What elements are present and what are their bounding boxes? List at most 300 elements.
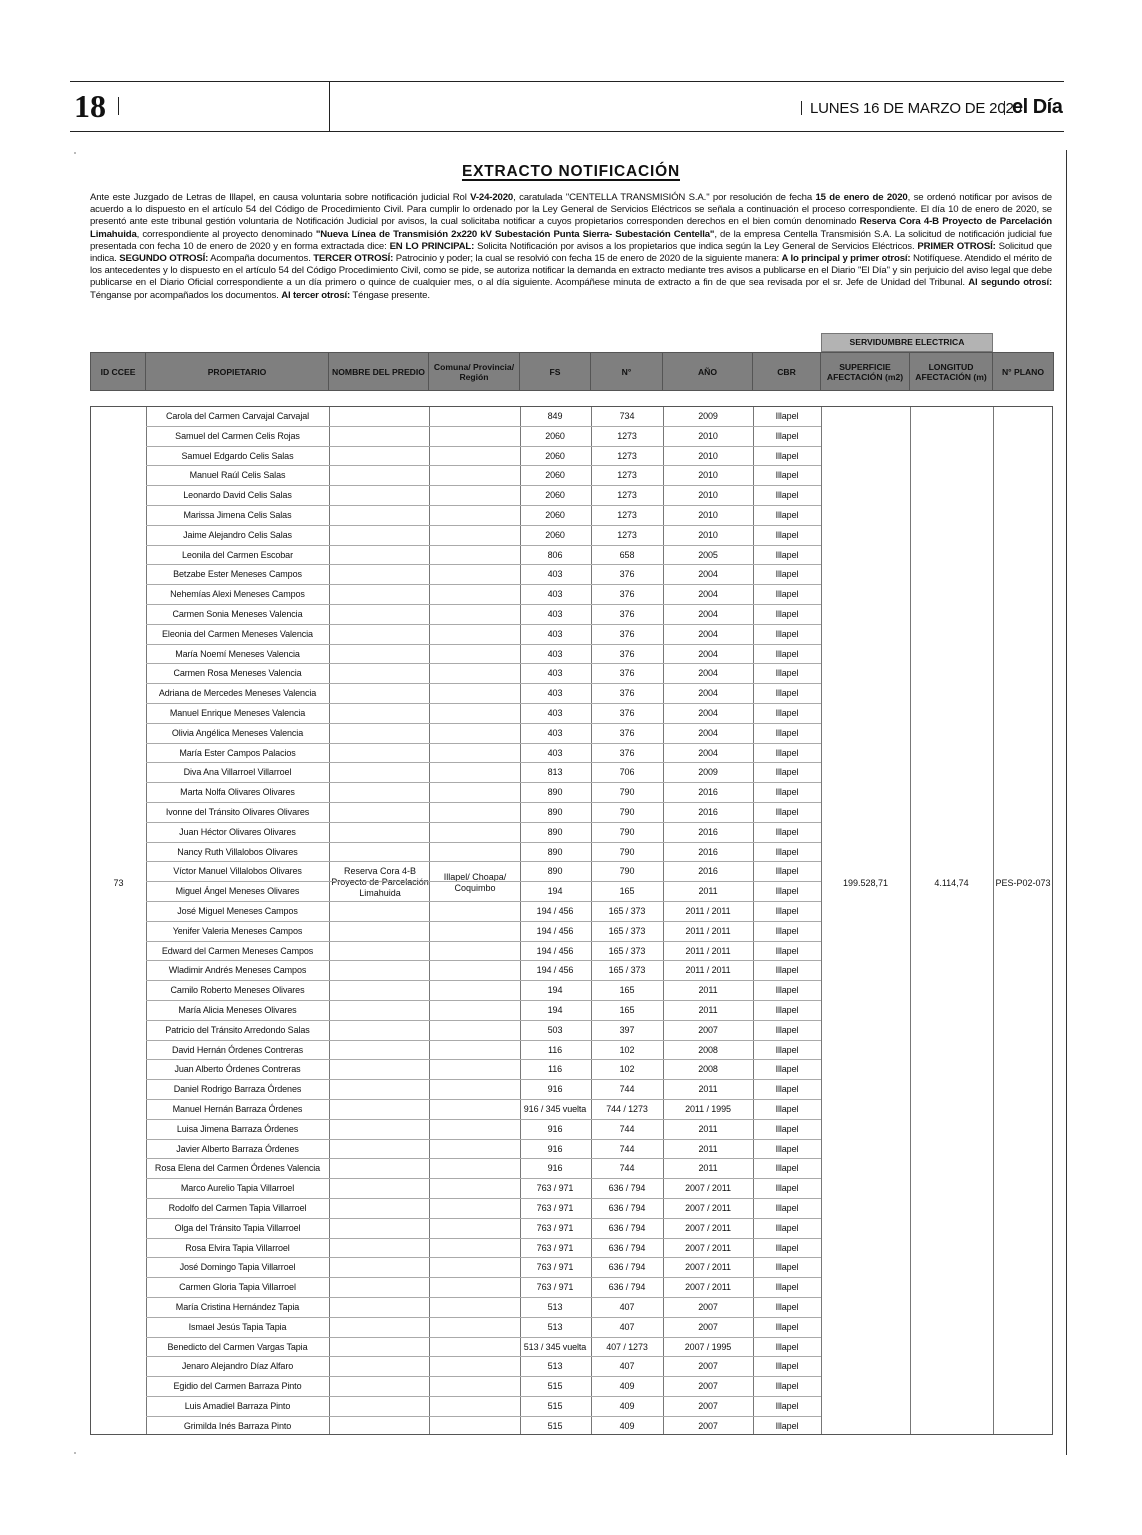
ano-cell: 2007 / 2011: [685, 1242, 731, 1253]
cbr-cell: Illapel: [775, 708, 799, 718]
cbr-cell: Illapel: [775, 767, 799, 778]
cbr-cell: Illapel: [775, 1163, 799, 1174]
fs-cell: 890: [547, 846, 563, 857]
issue-date: LUNES 16 DE MARZO DE 2020: [810, 100, 1022, 117]
table-row: [146, 684, 821, 704]
id-ccee-cell: 73: [113, 878, 124, 888]
propietario-cell: Carmen Gloria Tapia Villarroel: [179, 1282, 296, 1293]
comuna-cell: Illapel/ Choapa/ Coquimbo: [443, 872, 507, 893]
header-tick: [801, 101, 802, 115]
table-row: [146, 862, 821, 882]
numero-cell: 1273: [617, 450, 637, 461]
cbr-cell: Illapel: [775, 826, 799, 837]
fs-cell: 503: [547, 1024, 563, 1035]
cbr-cell: Illapel: [775, 747, 799, 758]
table-row: [146, 1120, 821, 1140]
ano-cell: 2016: [698, 846, 718, 857]
column-header: AÑO: [663, 353, 753, 390]
fs-cell: 116: [547, 1064, 563, 1075]
fs-cell: 194 / 456: [536, 906, 574, 916]
ano-cell: 2004: [698, 668, 718, 679]
numero-cell: 636 / 794: [608, 1262, 646, 1273]
cbr-cell: Illapel: [775, 1143, 799, 1154]
propietario-cell: Betzabe Ester Meneses Campos: [173, 569, 302, 580]
numero-cell: 376: [619, 668, 635, 679]
table-row: [146, 744, 821, 764]
numero-cell: 102: [619, 1044, 635, 1055]
cbr-cell: Illapel: [775, 1401, 799, 1411]
cbr-cell: Illapel: [775, 648, 799, 659]
table-row: [146, 506, 821, 526]
cbr-cell: Illapel: [775, 470, 799, 481]
table-row: [146, 645, 821, 665]
fs-cell: 2060: [545, 510, 565, 520]
ano-cell: 2011 / 2011: [685, 925, 731, 936]
cbr-cell: Illapel: [775, 569, 799, 580]
propietario-cell: Eleonia del Carmen Meneses Valencia: [162, 628, 313, 639]
cbr-cell: Illapel: [775, 1341, 799, 1352]
numero-cell: 790: [619, 826, 635, 837]
numero-cell: 397: [619, 1024, 635, 1035]
propietario-cell: Carmen Rosa Meneses Valencia: [173, 668, 302, 679]
table-row: [146, 922, 821, 942]
fs-cell: 763 / 971: [536, 1222, 574, 1233]
table-row: [146, 585, 821, 605]
ano-cell: 2004: [698, 569, 718, 580]
numero-cell: 407: [619, 1302, 635, 1312]
notice-body: Ante este Juzgado de Letras de Illapel, en causa voluntaria sobre notificación judicial Rol V-24-2020, caratulada "CENTELLA TRANSMISIÓN S.A." por resolución de fecha 15 de enero de 2020, se ordenó notificar por avisos de acuerdo a lo dispuesto en el artículo 54 del Código de Procedimiento Civil. Para cumplir lo ordenado por la Ley General de Servicios Eléctricos se señala a continuación el proceso correspondiente. El día 10 de enero de 2020, se presentó ante este tribunal gestión voluntaria de Notificación Judicial por avisos, la cual solicitaba notificar a cuyos propietarios corresponden derechos en el bien común denominado Reserva Cora 4-B Proyecto de Parcelación Limahuida, correspondiente al proyecto denominado "Nueva Línea de Transmisión 2x220 kV Subestación Punta Sierra- Subestación Centella", de la empresa Centella Transmisión S.A. La solicitud de notificación judicial fue presentada con fecha 10 de enero de 2020 y en forma extractada dice: EN LO PRINCIPAL: Solicita Notificación por avisos a los propietarios que indica según la Ley General de Servicios Eléctricos. PRIMER OTROSÍ: Solicitud que indica. SEGUNDO OTROSÍ: Acompaña documentos. TERCER OTROSÍ: Patrocinio y poder; la cual se resolvió con fecha 15 de enero de 2020 de la siguiente manera: A lo principal y primer otrosí: Notifíquese. Atendido el mérito de los antecedentes y lo dispuesto en el artículo 54 del Código Procedimiento Civil, como se pide, se autoriza notificar la demanda en extracto mediante tres avisos a publicarse en el Diario "El Día" y sin perjuicio del aviso legal que debe publicarse en el Diario Oficial correspondiente a un día primero o quince de cualquier mes, o al día siguiente. Acompáñese minuta de extracto a fin de que sea revisada por el sr. Jefe de Unidad del Tribunal. Al segundo otrosí: Ténganse por acompañados los documentos. Al tercer otrosí: Téngase presente.: [90, 192, 1053, 301]
fs-cell: 916: [547, 1163, 563, 1174]
ano-cell: 2011 / 2011: [685, 906, 731, 916]
table-row: [146, 1278, 821, 1298]
propietario-cell: Juan Héctor Olivares Olivares: [179, 826, 296, 837]
fs-cell: 806: [547, 549, 563, 560]
numero-cell: 165: [619, 886, 635, 897]
column-header: N°: [591, 353, 663, 390]
numero-cell: 165 / 373: [608, 925, 646, 936]
numero-cell: 409: [619, 1420, 635, 1431]
cbr-cell: Illapel: [775, 787, 799, 798]
cbr-cell: Illapel: [775, 906, 799, 916]
crop-mark: [74, 1452, 76, 1454]
predio-cell: Reserva Cora 4-B Proyecto de Parcelación Limahuida: [331, 866, 429, 898]
table-row: [146, 565, 821, 585]
table-row: [146, 704, 821, 724]
ano-cell: 2011: [698, 1143, 718, 1154]
fs-cell: 116: [547, 1044, 563, 1055]
table-row: [146, 664, 821, 684]
column-header: ID CCEE: [91, 353, 146, 390]
fs-cell: 403: [547, 609, 563, 619]
ano-cell: 2004: [698, 727, 718, 738]
table-row: [146, 625, 821, 645]
ano-cell: 2007 / 2011: [685, 1282, 731, 1293]
propietario-cell: Miguel Ángel Meneses Olivares: [175, 886, 300, 897]
fs-cell: 403: [547, 727, 563, 738]
propietario-cell: Samuel del Carmen Celis Rojas: [175, 430, 300, 441]
ano-cell: 2009: [698, 411, 718, 421]
cbr-cell: Illapel: [775, 450, 799, 461]
cbr-cell: Illapel: [775, 727, 799, 738]
numero-cell: 744: [619, 1163, 635, 1174]
table-row: [146, 605, 821, 625]
table-row: [146, 1199, 821, 1219]
propietario-cell: María Ester Campos Palacios: [179, 747, 296, 758]
propietario-cell: José Miguel Meneses Campos: [177, 906, 298, 916]
numero-cell: 744: [619, 1123, 635, 1134]
cbr-cell: Illapel: [775, 1024, 799, 1035]
fs-cell: 403: [547, 628, 563, 639]
table-row: [146, 1397, 821, 1417]
propietario-cell: Nehemías Alexi Meneses Campos: [170, 589, 305, 600]
propietario-cell: Benedicto del Carmen Vargas Tapia: [167, 1341, 308, 1352]
numero-cell: 376: [619, 648, 635, 659]
header-divider: [329, 82, 330, 132]
numero-cell: 376: [619, 708, 635, 718]
cbr-cell: Illapel: [775, 609, 799, 619]
propietario-cell: Yenifer Valeria Meneses Campos: [172, 925, 303, 936]
numero-cell: 102: [619, 1064, 635, 1075]
propietario-cell: Manuel Raúl Celis Salas: [189, 470, 286, 481]
numero-cell: 744: [619, 1143, 635, 1154]
fs-cell: 890: [547, 807, 563, 817]
table-row: [146, 1159, 821, 1179]
header-tick: [1004, 101, 1005, 115]
table-row: [146, 427, 821, 447]
ano-cell: 2005: [698, 549, 718, 560]
table-row: [146, 1060, 821, 1080]
numero-cell: 706: [619, 767, 635, 778]
ano-cell: 2010: [698, 430, 718, 441]
numero-cell: 1273: [617, 510, 637, 520]
ano-cell: 2004: [698, 747, 718, 758]
numero-cell: 636 / 794: [608, 1203, 646, 1213]
cbr-cell: Illapel: [775, 430, 799, 441]
table-row: [146, 1357, 821, 1377]
cbr-cell: Illapel: [775, 1203, 799, 1213]
table-row: [146, 1258, 821, 1278]
column-rule: [821, 407, 822, 1434]
propietario-cell: Samuel Edgardo Celis Salas: [181, 450, 294, 461]
numero-cell: 409: [619, 1401, 635, 1411]
fs-cell: 813: [547, 767, 563, 778]
propietario-cell: Diva Ana Villarroel Villarroel: [183, 767, 292, 778]
fs-cell: 403: [547, 648, 563, 659]
propietario-cell: Carmen Sonia Meneses Valencia: [172, 609, 303, 619]
table-row: [146, 466, 821, 486]
numero-cell: 407: [619, 1361, 635, 1372]
propietario-cell: María Alicia Meneses Olivares: [178, 1005, 297, 1015]
table-row: [146, 942, 821, 962]
ano-cell: 2010: [698, 529, 718, 540]
ano-cell: 2008: [698, 1044, 718, 1055]
fs-cell: 513: [547, 1361, 563, 1372]
numero-cell: 165: [619, 985, 635, 996]
fs-cell: 763 / 971: [536, 1282, 574, 1293]
fs-cell: 194 / 456: [536, 945, 574, 956]
ano-cell: 2016: [698, 826, 718, 837]
fs-cell: 763 / 971: [536, 1262, 574, 1273]
propietario-cell: Leonardo David Celis Salas: [183, 490, 292, 501]
numero-cell: 1273: [617, 470, 637, 481]
table-row: [146, 526, 821, 546]
page-number: 18: [74, 88, 106, 124]
cbr-cell: Illapel: [775, 925, 799, 936]
fs-cell: 849: [547, 411, 563, 421]
table-body: [90, 406, 1053, 1435]
fs-cell: 403: [547, 688, 563, 699]
page-side-rule: [1066, 150, 1067, 1455]
propietario-cell: Juan Alberto Órdenes Contreras: [174, 1064, 301, 1075]
table-row: [146, 1140, 821, 1160]
numero-cell: 790: [619, 787, 635, 798]
servidumbre-group-header: SERVIDUMBRE ELECTRICA: [821, 333, 993, 352]
column-header: CBR: [753, 353, 821, 390]
ano-cell: 2004: [698, 609, 718, 619]
propietario-cell: Manuel Hernán Barraza Órdenes: [172, 1104, 303, 1114]
fs-cell: 2060: [545, 470, 565, 481]
propietario-cell: Carola del Carmen Carvajal Carvajal: [165, 411, 310, 421]
table-row: [146, 1179, 821, 1199]
propietario-cell: Javier Alberto Barraza Órdenes: [176, 1143, 299, 1154]
fs-cell: 403: [547, 569, 563, 580]
cbr-cell: Illapel: [775, 1262, 799, 1273]
ano-cell: 2007 / 2011: [685, 1262, 731, 1273]
propietario-cell: María Noemí Meneses Valencia: [175, 648, 300, 659]
cbr-cell: Illapel: [775, 688, 799, 699]
table-row: [146, 486, 821, 506]
numero-cell: 409: [619, 1381, 635, 1392]
ano-cell: 2009: [698, 767, 718, 778]
plano-cell: PES-P02-073: [995, 878, 1051, 888]
cbr-cell: Illapel: [775, 1044, 799, 1055]
fs-cell: 890: [547, 866, 563, 877]
fs-cell: 763 / 971: [536, 1242, 574, 1253]
fs-cell: 2060: [545, 430, 565, 441]
fs-cell: 194 / 456: [536, 925, 574, 936]
fs-cell: 513 / 345 vuelta: [523, 1341, 587, 1352]
ano-cell: 2004: [698, 688, 718, 699]
propietario-cell: José Domingo Tapia Villarroel: [179, 1262, 296, 1273]
table-header: [90, 352, 1054, 391]
numero-cell: 165: [619, 1005, 635, 1015]
cbr-cell: Illapel: [775, 866, 799, 877]
table-row: [146, 1318, 821, 1338]
ano-cell: 2011: [698, 1163, 718, 1174]
numero-cell: 790: [619, 846, 635, 857]
cbr-cell: Illapel: [775, 1282, 799, 1293]
table-row: [146, 1021, 821, 1041]
propietario-cell: Patricio del Tránsito Arredondo Salas: [165, 1024, 310, 1035]
cbr-cell: Illapel: [775, 510, 799, 520]
table-row: [146, 1417, 821, 1437]
crop-mark: [74, 152, 76, 154]
cbr-cell: Illapel: [775, 529, 799, 540]
column-header: FS: [520, 353, 591, 390]
numero-cell: 1273: [617, 490, 637, 501]
ano-cell: 2011 / 2011: [685, 965, 731, 976]
propietario-cell: Wladimir Andrés Meneses Campos: [168, 965, 307, 976]
ano-cell: 2011: [698, 1084, 718, 1095]
table-row: [146, 763, 821, 783]
numero-cell: 376: [619, 569, 635, 580]
propietario-cell: Camilo Roberto Meneses Olivares: [170, 985, 305, 996]
cbr-cell: Illapel: [775, 1104, 799, 1114]
fs-cell: 513: [547, 1321, 563, 1332]
numero-cell: 1273: [617, 529, 637, 540]
propietario-cell: Ivonne del Tránsito Olivares Olivares: [165, 807, 310, 817]
numero-cell: 744 / 1273: [606, 1104, 648, 1114]
numero-cell: 165 / 373: [608, 945, 646, 956]
numero-cell: 744: [619, 1084, 635, 1095]
ano-cell: 2010: [698, 490, 718, 501]
fs-cell: 916: [547, 1143, 563, 1154]
fs-cell: 194: [547, 985, 563, 996]
fs-cell: 763 / 971: [536, 1203, 574, 1213]
ano-cell: 2010: [698, 510, 718, 520]
propietario-cell: Luisa Jimena Barraza Órdenes: [176, 1123, 299, 1134]
propietario-cell: Daniel Rodrigo Barraza Órdenes: [173, 1084, 302, 1095]
ano-cell: 2016: [698, 787, 718, 798]
column-header: LONGITUD AFECTACIÓN (m): [910, 353, 993, 390]
table-row: [146, 843, 821, 863]
numero-cell: 1273: [617, 430, 637, 441]
propietario-cell: Olivia Angélica Meneses Valencia: [171, 727, 304, 738]
newspaper-brand: el Día: [1012, 96, 1063, 118]
table-row: [146, 1338, 821, 1358]
numero-cell: 376: [619, 727, 635, 738]
cbr-cell: Illapel: [775, 1222, 799, 1233]
propietario-cell: Egidio del Carmen Barraza Pinto: [173, 1381, 302, 1392]
numero-cell: 734: [619, 411, 635, 421]
cbr-cell: Illapel: [775, 1321, 799, 1332]
header-top-rule: [70, 81, 1064, 82]
column-header: PROPIETARIO: [146, 353, 329, 390]
fs-cell: 916: [547, 1123, 563, 1134]
propietario-cell: Marco Aurelio Tapia Villarroel: [180, 1183, 295, 1194]
fs-cell: 2060: [545, 529, 565, 540]
propietario-cell: Edward del Carmen Meneses Campos: [161, 945, 314, 956]
table-row: [146, 882, 821, 902]
fs-cell: 194: [547, 1005, 563, 1015]
ano-cell: 2011: [698, 886, 718, 897]
cbr-cell: Illapel: [775, 886, 799, 897]
propietario-cell: Olga del Tránsito Tapia Villarroel: [174, 1222, 301, 1233]
column-header: N° PLANO: [1001, 366, 1045, 377]
numero-cell: 376: [619, 688, 635, 699]
cbr-cell: Illapel: [775, 490, 799, 501]
numero-cell: 790: [619, 807, 635, 817]
propietario-cell: María Cristina Hernández Tapia: [175, 1302, 300, 1312]
ano-cell: 2010: [698, 470, 718, 481]
ano-cell: 2016: [698, 807, 718, 817]
propietario-cell: Víctor Manuel Villalobos Olivares: [173, 866, 302, 877]
table-row: [146, 823, 821, 843]
column-rule: [993, 407, 994, 1434]
table-row: [146, 1239, 821, 1259]
fs-cell: 194 / 456: [536, 965, 574, 976]
numero-cell: 407 / 1273: [606, 1341, 648, 1352]
fs-cell: 2060: [545, 490, 565, 501]
ano-cell: 2011: [698, 1123, 718, 1134]
cbr-cell: Illapel: [775, 1005, 799, 1015]
column-header: NOMBRE DEL PREDIO: [329, 353, 429, 390]
propietario-cell: Grimilda Inés Barraza Pinto: [183, 1420, 292, 1431]
fs-cell: 403: [547, 747, 563, 758]
cbr-cell: Illapel: [775, 549, 799, 560]
header-bottom-rule: [70, 131, 1064, 132]
fs-cell: 515: [547, 1401, 563, 1411]
cbr-cell: Illapel: [775, 1302, 799, 1312]
numero-cell: 165 / 373: [608, 906, 646, 916]
table-row: [146, 546, 821, 566]
propietario-cell: Rosa Elena del Carmen Órdenes Valencia: [154, 1163, 321, 1174]
propietario-cell: Nancy Ruth Villalobos Olivares: [177, 846, 298, 857]
table-row: [146, 902, 821, 922]
column-rule: [910, 407, 911, 1434]
numero-cell: 407: [619, 1321, 635, 1332]
cbr-cell: Illapel: [775, 1242, 799, 1253]
table-row: [146, 1001, 821, 1021]
numero-cell: 376: [619, 589, 635, 600]
table-row: [146, 961, 821, 981]
superficie-cell: 199.528,71: [842, 878, 889, 888]
fs-cell: 513: [547, 1302, 563, 1312]
fs-cell: 890: [547, 787, 563, 798]
cbr-cell: Illapel: [775, 1064, 799, 1075]
ano-cell: 2010: [698, 450, 718, 461]
cbr-cell: Illapel: [775, 628, 799, 639]
ano-cell: 2004: [698, 589, 718, 600]
ano-cell: 2007: [698, 1024, 718, 1035]
propietario-cell: Adriana de Mercedes Meneses Valencia: [158, 688, 317, 699]
propietario-cell: Leonila del Carmen Escobar: [182, 549, 293, 560]
cbr-cell: Illapel: [775, 1381, 799, 1392]
table-row: [146, 447, 821, 467]
numero-cell: 636 / 794: [608, 1222, 646, 1233]
propietario-cell: Marissa Jimena Celis Salas: [183, 510, 292, 520]
ano-cell: 2008: [698, 1064, 718, 1075]
numero-cell: 790: [619, 866, 635, 877]
ano-cell: 2007: [698, 1302, 718, 1312]
fs-cell: 403: [547, 589, 563, 600]
table-row: [146, 981, 821, 1001]
propietario-cell: Jenaro Alejandro Díaz Alfaro: [181, 1361, 294, 1372]
ano-cell: 2011: [698, 1005, 718, 1015]
fs-cell: 916 / 345 vuelta: [523, 1104, 587, 1114]
numero-cell: 636 / 794: [608, 1183, 646, 1194]
propietario-cell: Luis Amadiel Barraza Pinto: [184, 1401, 291, 1411]
cbr-cell: Illapel: [775, 668, 799, 679]
ano-cell: 2007 / 2011: [685, 1203, 731, 1213]
longitud-cell: 4.114,74: [934, 878, 969, 888]
ano-cell: 2007: [698, 1401, 718, 1411]
fs-cell: 515: [547, 1381, 563, 1392]
numero-cell: 376: [619, 609, 635, 619]
propietario-cell: David Hernán Órdenes Contreras: [171, 1044, 304, 1055]
numero-cell: 658: [619, 549, 635, 560]
table-row: [146, 1100, 821, 1120]
table-row: [146, 1041, 821, 1061]
cbr-cell: Illapel: [775, 965, 799, 976]
column-header: SUPERFICIE AFECTACIÓN (m2): [821, 353, 910, 390]
cbr-cell: Illapel: [775, 1361, 799, 1372]
cbr-cell: Illapel: [775, 1084, 799, 1095]
ano-cell: 2007: [698, 1381, 718, 1392]
propietario-cell: Jaime Alejandro Celis Salas: [183, 529, 292, 540]
numero-cell: 376: [619, 628, 635, 639]
fs-cell: 890: [547, 826, 563, 837]
